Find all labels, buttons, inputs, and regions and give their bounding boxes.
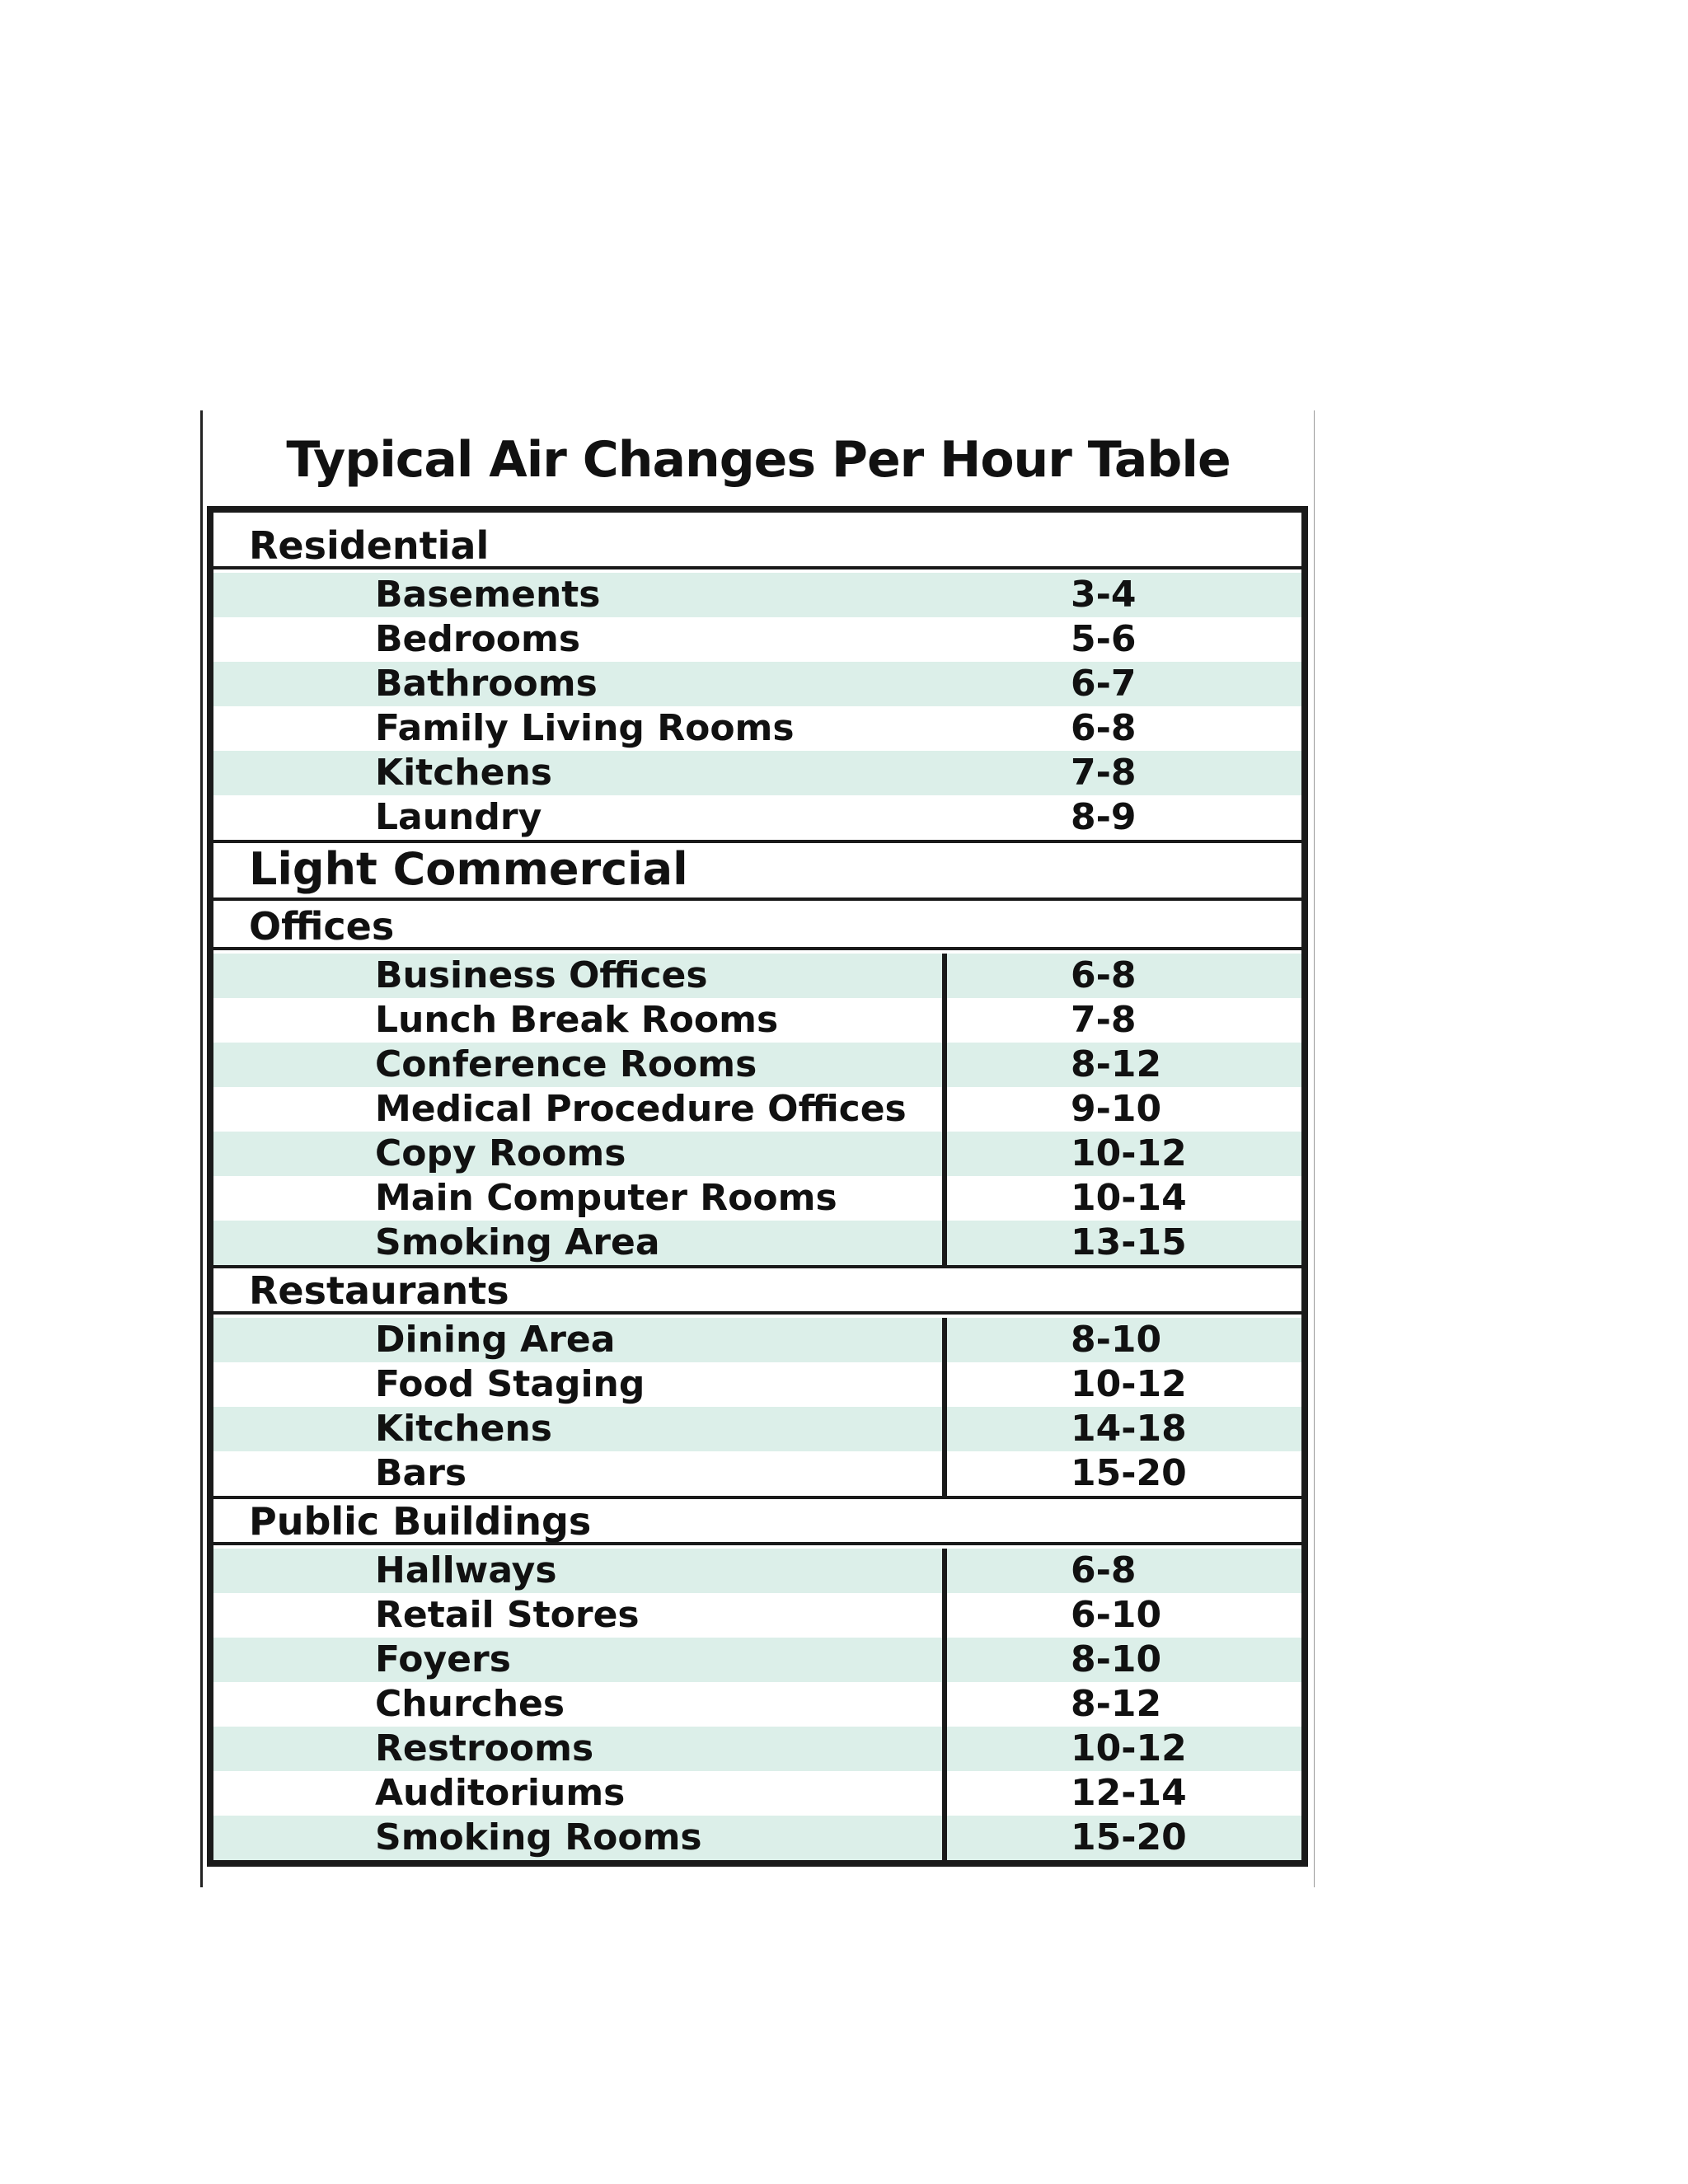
document-page <box>200 410 1315 1887</box>
air-changes-table <box>207 506 1308 1867</box>
room-name: Basements <box>375 574 601 616</box>
ach-value: 6-8 <box>1071 707 1137 749</box>
table-row <box>213 1771 1301 1816</box>
table-row <box>213 1727 1301 1771</box>
table-row <box>213 1087 1301 1132</box>
ach-value: 6-8 <box>1071 1549 1137 1591</box>
ach-value: 5-6 <box>1071 618 1137 660</box>
table-row <box>213 751 1301 795</box>
table-row <box>213 1043 1301 1087</box>
ach-value: 3-4 <box>1071 574 1137 616</box>
room-name: Bedrooms <box>375 618 581 660</box>
room-name: Copy Rooms <box>213 1132 947 1176</box>
ach-value: 12-14 <box>1071 1772 1187 1814</box>
table-row <box>213 998 1301 1043</box>
room-name: Food Staging <box>213 1362 947 1407</box>
table-row <box>213 1451 1301 1496</box>
subsection-label: Offices <box>249 904 395 949</box>
subsection-label: Restaurants <box>249 1268 509 1313</box>
ach-value: 15-20 <box>1071 1452 1187 1494</box>
table-row <box>213 795 1301 840</box>
ach-value: 6-7 <box>1071 663 1137 705</box>
table-row <box>213 1362 1301 1407</box>
ach-value: 7-8 <box>1071 999 1137 1041</box>
ach-value: 7-8 <box>1071 752 1137 794</box>
table-title: Typical Air Changes Per Hour Table <box>286 431 1231 489</box>
table-row <box>213 1407 1301 1451</box>
ach-value: 8-12 <box>1071 1683 1162 1725</box>
table-row <box>213 1682 1301 1727</box>
subsection-header-offices <box>213 901 1301 950</box>
table-row <box>213 1318 1301 1362</box>
room-name: Lunch Break Rooms <box>213 998 947 1043</box>
subsection-header-restaurants <box>213 1265 1301 1315</box>
table-row <box>213 573 1301 617</box>
table-row <box>213 1549 1301 1593</box>
section-label: Residential <box>249 523 490 568</box>
ach-value: 10-12 <box>1071 1727 1187 1769</box>
ach-value: 8-12 <box>1071 1043 1162 1085</box>
room-name: Retail Stores <box>213 1593 947 1638</box>
subsection-label: Public Buildings <box>249 1499 592 1544</box>
room-name: Hallways <box>213 1549 947 1593</box>
room-name: Dining Area <box>213 1318 947 1362</box>
ach-value: 10-12 <box>1071 1363 1187 1405</box>
room-name: Conference Rooms <box>213 1043 947 1087</box>
table-row <box>213 617 1301 662</box>
rows-residential <box>213 573 1301 840</box>
room-name: Auditoriums <box>213 1771 947 1816</box>
ach-value: 14-18 <box>1071 1408 1187 1450</box>
section-label: Light Commercial <box>249 843 688 895</box>
rows-restaurants <box>213 1318 1301 1496</box>
room-name: Kitchens <box>375 752 552 794</box>
room-name: Kitchens <box>213 1407 947 1451</box>
table-row <box>213 1132 1301 1176</box>
table-row <box>213 662 1301 706</box>
room-name: Main Computer Rooms <box>213 1176 947 1221</box>
room-name: Bars <box>213 1451 947 1496</box>
ach-value: 6-8 <box>1071 954 1137 996</box>
subsection-header-public-buildings <box>213 1496 1301 1545</box>
table-row <box>213 1593 1301 1638</box>
table-row <box>213 706 1301 751</box>
room-name: Laundry <box>375 796 542 838</box>
room-name: Medical Procedure Offices <box>213 1087 947 1132</box>
section-header-light-commercial <box>213 840 1301 901</box>
ach-value: 8-10 <box>1071 1638 1162 1680</box>
table-row <box>213 1816 1301 1860</box>
table-row <box>213 1638 1301 1682</box>
rows-public-buildings <box>213 1549 1301 1860</box>
ach-value: 15-20 <box>1071 1816 1187 1858</box>
table-row <box>213 1176 1301 1221</box>
room-name: Smoking Rooms <box>213 1816 947 1860</box>
table-row <box>213 954 1301 998</box>
ach-value: 10-12 <box>1071 1132 1187 1174</box>
section-header-residential <box>213 513 1301 569</box>
ach-value: 13-15 <box>1071 1221 1187 1263</box>
table-row <box>213 1221 1301 1265</box>
ach-value: 10-14 <box>1071 1177 1187 1219</box>
room-name: Foyers <box>213 1638 947 1682</box>
rows-offices <box>213 954 1301 1265</box>
room-name: Family Living Rooms <box>375 707 795 749</box>
room-name: Churches <box>213 1682 947 1727</box>
room-name: Bathrooms <box>375 663 598 705</box>
ach-value: 6-10 <box>1071 1594 1162 1636</box>
ach-value: 8-9 <box>1071 796 1137 838</box>
room-name: Restrooms <box>213 1727 947 1771</box>
room-name: Smoking Area <box>213 1221 947 1265</box>
ach-value: 9-10 <box>1071 1088 1162 1130</box>
ach-value: 8-10 <box>1071 1319 1162 1361</box>
room-name: Business Offices <box>213 954 947 998</box>
